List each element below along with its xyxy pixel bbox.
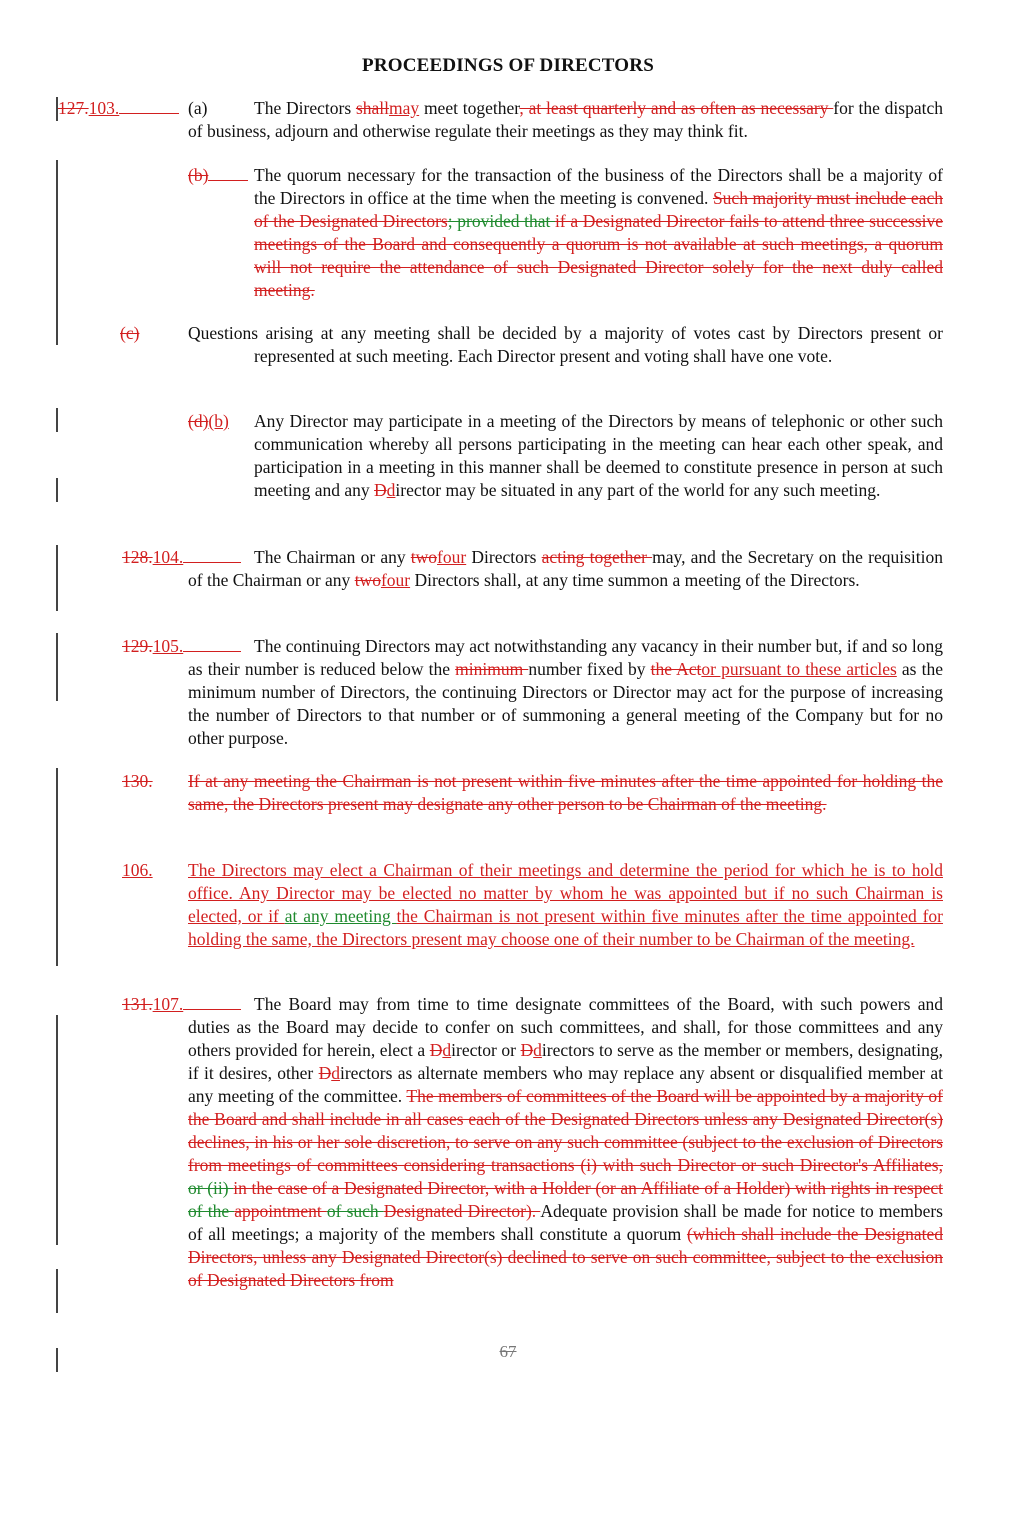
clause-103b: (b) The quorum necessary for the transaction of the business of the Directors shall be a majority of the Directors in office at the time when the meeting is convened. Such majority must include each of the Designated Directors; provided that if a Designated Director fails to attend three successive meetings of the Board and consequently a quorum is not available at such meetings, a quorum will not require the attendance of such Designated Director solely for the next duly called meeting. bbox=[188, 165, 944, 300]
sub-label: (a) bbox=[188, 98, 208, 118]
clause-130-deleted: 130. If at any meeting the Chairman is not present within five minutes after the time appointed for holding the same, the Directors present may designate any other person to be Chairman of the meeting. bbox=[122, 771, 943, 814]
change-bar bbox=[56, 1269, 58, 1313]
change-bar bbox=[56, 478, 58, 502]
clause-number: 128.104. bbox=[122, 546, 241, 569]
clause-103c: (c) Questions arising at any meeting shall be decided by a majority of votes cast by Directors present or represented at such meeting. Each Director present and voting shall have one vote. bbox=[120, 323, 943, 366]
change-bar bbox=[56, 160, 58, 345]
change-bar bbox=[56, 545, 58, 611]
clause-number: 127.103. bbox=[58, 97, 179, 120]
sub-label: (c) bbox=[120, 323, 140, 343]
clause-number: 130. bbox=[122, 771, 153, 791]
clause-number: 129.105. bbox=[122, 635, 241, 658]
clause-103a: 127.103. (a) The Directors shallmay meet together, at least quarterly and as often as necessary for the dispatch of business, adjourn and otherwise regulate their meetings as they may think fit. bbox=[58, 98, 943, 141]
change-bar bbox=[56, 768, 58, 966]
clause-number: 131.107. bbox=[122, 993, 241, 1016]
change-bar bbox=[56, 1015, 58, 1245]
clause-107: 131.107. The Board may from time to time designate committees of the Board, with such powers and duties as the Board may decide to confer on such committees, and shall, for those committees and any others provided for herein, elect a Ddirector or Ddirectors to serve as the member or members, designating, if it desires, other Ddirectors as alternate members who may replace any absent or disqualified member at any meeting of the committee. The members of committees of the Board will be appointed by a majority of the Board and shall include in all cases each of the Designated Directors unless any Designated Director(s) declines, in his or her sole discretion, to serve on any such committee (subject to the exclusion of Directors from meetings of committees considering transactions (i) with such Director or such Director's Affiliates, or (ii) in the case of a Designated Director, with a Holder (or an Affiliate of a Holder) with rights in respect of the appointment of such Designated Director). Adequate provision shall be made for notice to members of all meetings; a majority of the members shall constitute a quorum (which shall include the Designated Directors, unless any Designated Director(s) declined to serve on such committee, subject to the exclusion of Designated Directors from bbox=[122, 994, 943, 1290]
clause-105: 129.105. The continuing Directors may act notwithstanding any vacancy in their number but, if and so long as their number is reduced below the minimum number fixed by the Actor pursuant to these articles as the minimum number of Directors, the continuing Directors or Director may act for the purpose of increasing the number of Directors to that number or of summoning a general meeting of the Company but for no other purpose. bbox=[122, 636, 943, 748]
page-number: 67 bbox=[499, 1342, 517, 1361]
change-bar bbox=[56, 408, 58, 432]
change-bar bbox=[56, 633, 58, 701]
clause-103d: (d)(b) Any Director may participate in a meeting of the Directors by means of telephonic or other such communication whereby all persons participating in the meeting can hear each other speak, and participation in a meeting in this manner shall be deemed to constitute presence in person at such meeting and any Ddirector may be situated in any part of the world for any such meeting. bbox=[188, 411, 943, 500]
clause-104: 128.104. The Chairman or any twofour Directors acting together may, and the Secretary on the requisition of the Chairman or any twofour Directors shall, at any time summon a meeting of the Directors. bbox=[122, 547, 943, 590]
sub-label: (b) bbox=[188, 164, 248, 187]
clause-number: 106. bbox=[122, 860, 153, 880]
sub-label: (d)(b) bbox=[188, 411, 229, 431]
section-title: PROCEEDINGS OF DIRECTORS bbox=[362, 55, 654, 76]
clause-106-inserted: 106. The Directors may elect a Chairman of their meetings and determine the period for which he is to hold office. Any Director may be elected no matter by whom he was appointed but if no such Chairman is elected, or if at any meeting the Chairman is not present within five minutes after the time appointed for holding the same, the Directors present may choose one of their number to be Chairman of the meeting. bbox=[122, 860, 943, 949]
